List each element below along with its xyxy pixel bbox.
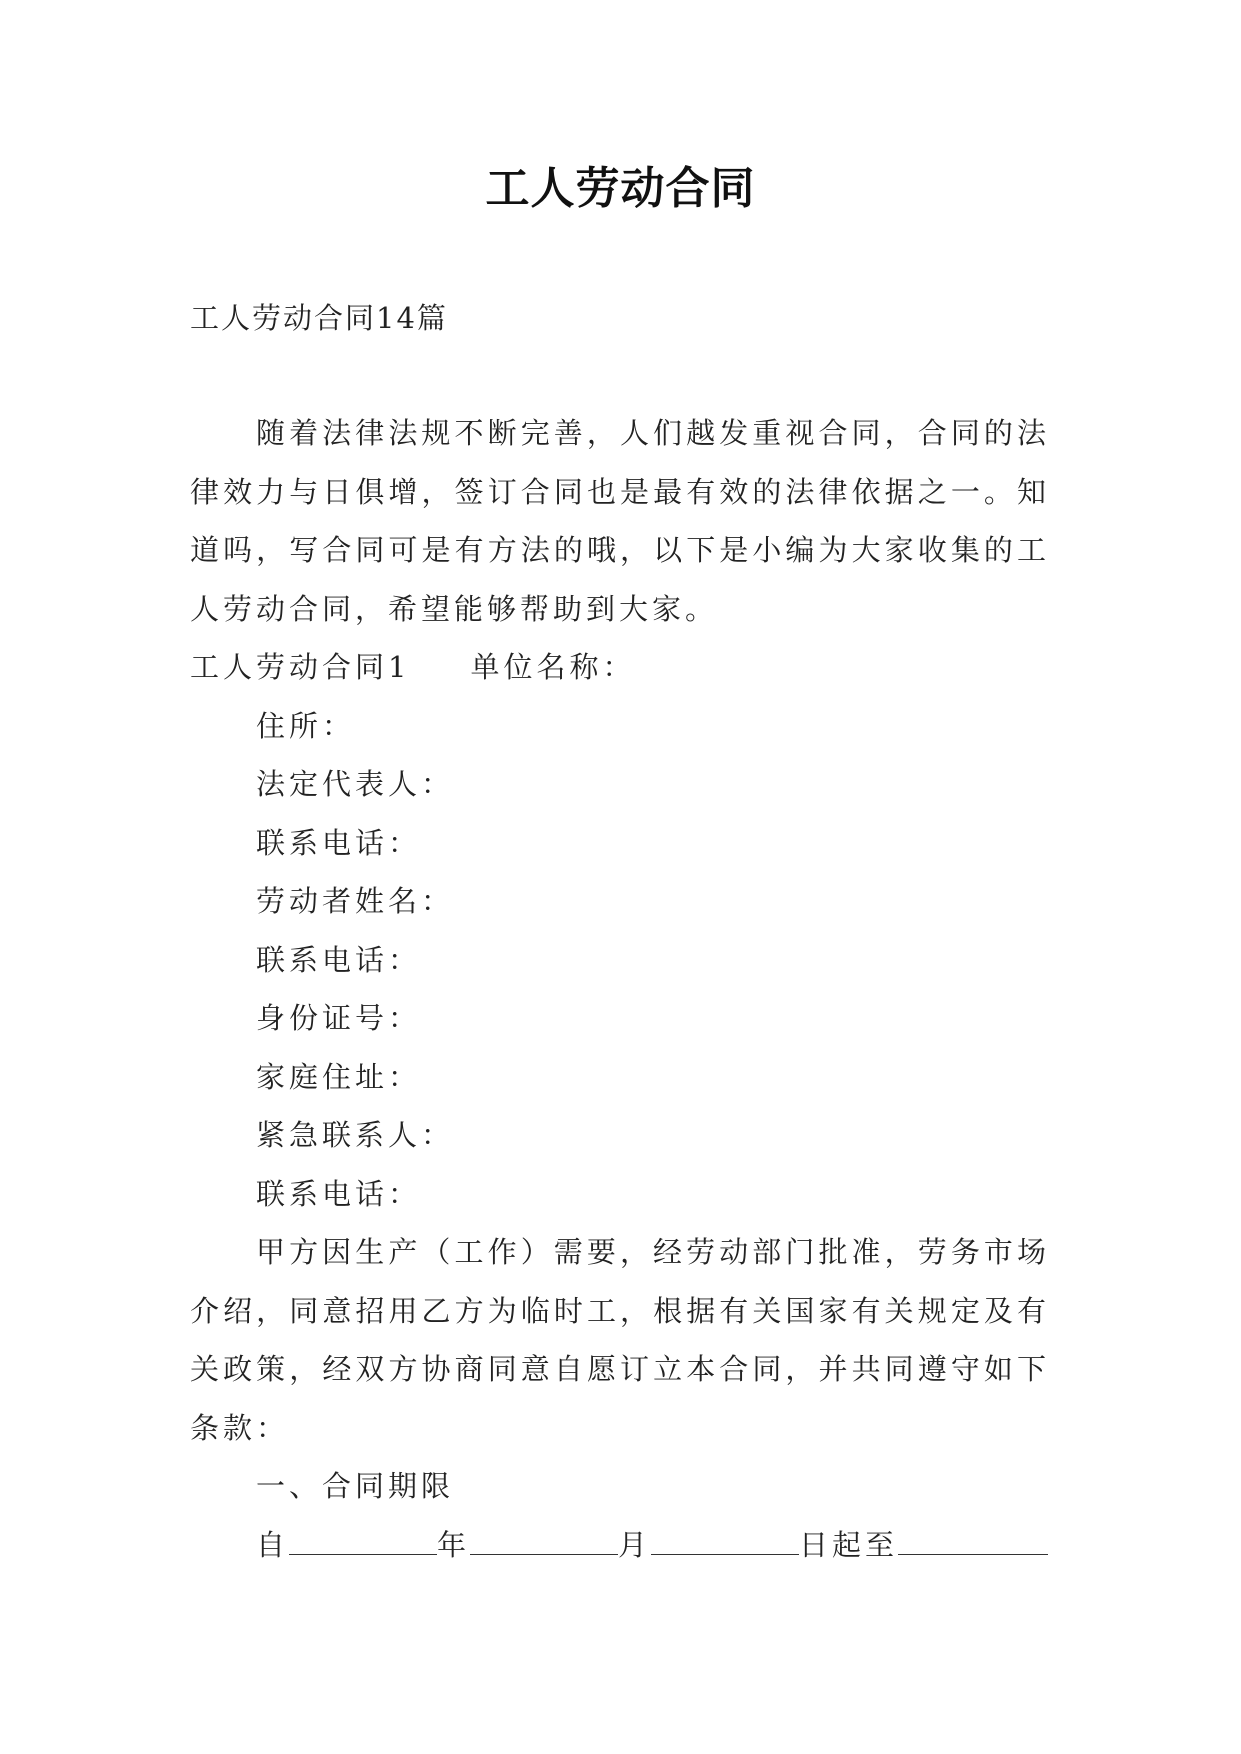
term-from-label: 自	[256, 1527, 290, 1562]
field-address: 住所：	[256, 708, 356, 743]
clause-1-heading: 一、合同期限	[256, 1469, 455, 1503]
field-employer-phone: 联系电话：	[256, 825, 422, 860]
term-day-until-label: 日起至	[799, 1527, 899, 1562]
section-1-heading-line	[190, 638, 1050, 697]
document-body	[190, 404, 1050, 1574]
term-year-label: 年	[437, 1527, 471, 1562]
field-home-address: 家庭住址：	[256, 1059, 422, 1094]
field-id-number: 身份证号：	[256, 1001, 422, 1035]
month-blank	[470, 1528, 618, 1555]
field-worker-name: 劳动者姓名：	[256, 884, 455, 918]
day-blank	[651, 1528, 799, 1555]
document-subtitle: 工人劳动合同14篇	[190, 301, 448, 335]
preamble-paragraph: 甲方因生产（工作）需要，经劳动部门批准，劳务市场介绍，同意招用乙方为临时工，根据有关国家有关规定及有关政策，经双方协商同意自愿订立本合同，并共同遵守如下条款：	[190, 1235, 1050, 1445]
field-worker-phone: 联系电话：	[256, 942, 422, 977]
field-emergency-contact: 紧急联系人：	[256, 1118, 455, 1152]
section-1-heading: 工人劳动合同1	[190, 650, 411, 684]
field-legal-representative: 法定代表人：	[256, 767, 455, 801]
intro-paragraph: 随着法律法规不断完善，人们越发重视合同，合同的法律效力与日俱增，签订合同也是最有效的法律依据之一。知道吗，写合同可是有方法的哦，以下是小编为大家收集的工人劳动合同，希望能够帮助到大家。	[190, 416, 1050, 626]
term-month-label: 月	[618, 1527, 652, 1562]
unit-name-label: 单位名称：	[470, 650, 636, 684]
document-title: 工人劳动合同	[485, 163, 756, 214]
year-blank	[289, 1528, 437, 1555]
field-emergency-phone: 联系电话：	[256, 1176, 422, 1211]
term-line	[190, 1516, 1050, 1575]
end-date-blank	[898, 1528, 1048, 1555]
